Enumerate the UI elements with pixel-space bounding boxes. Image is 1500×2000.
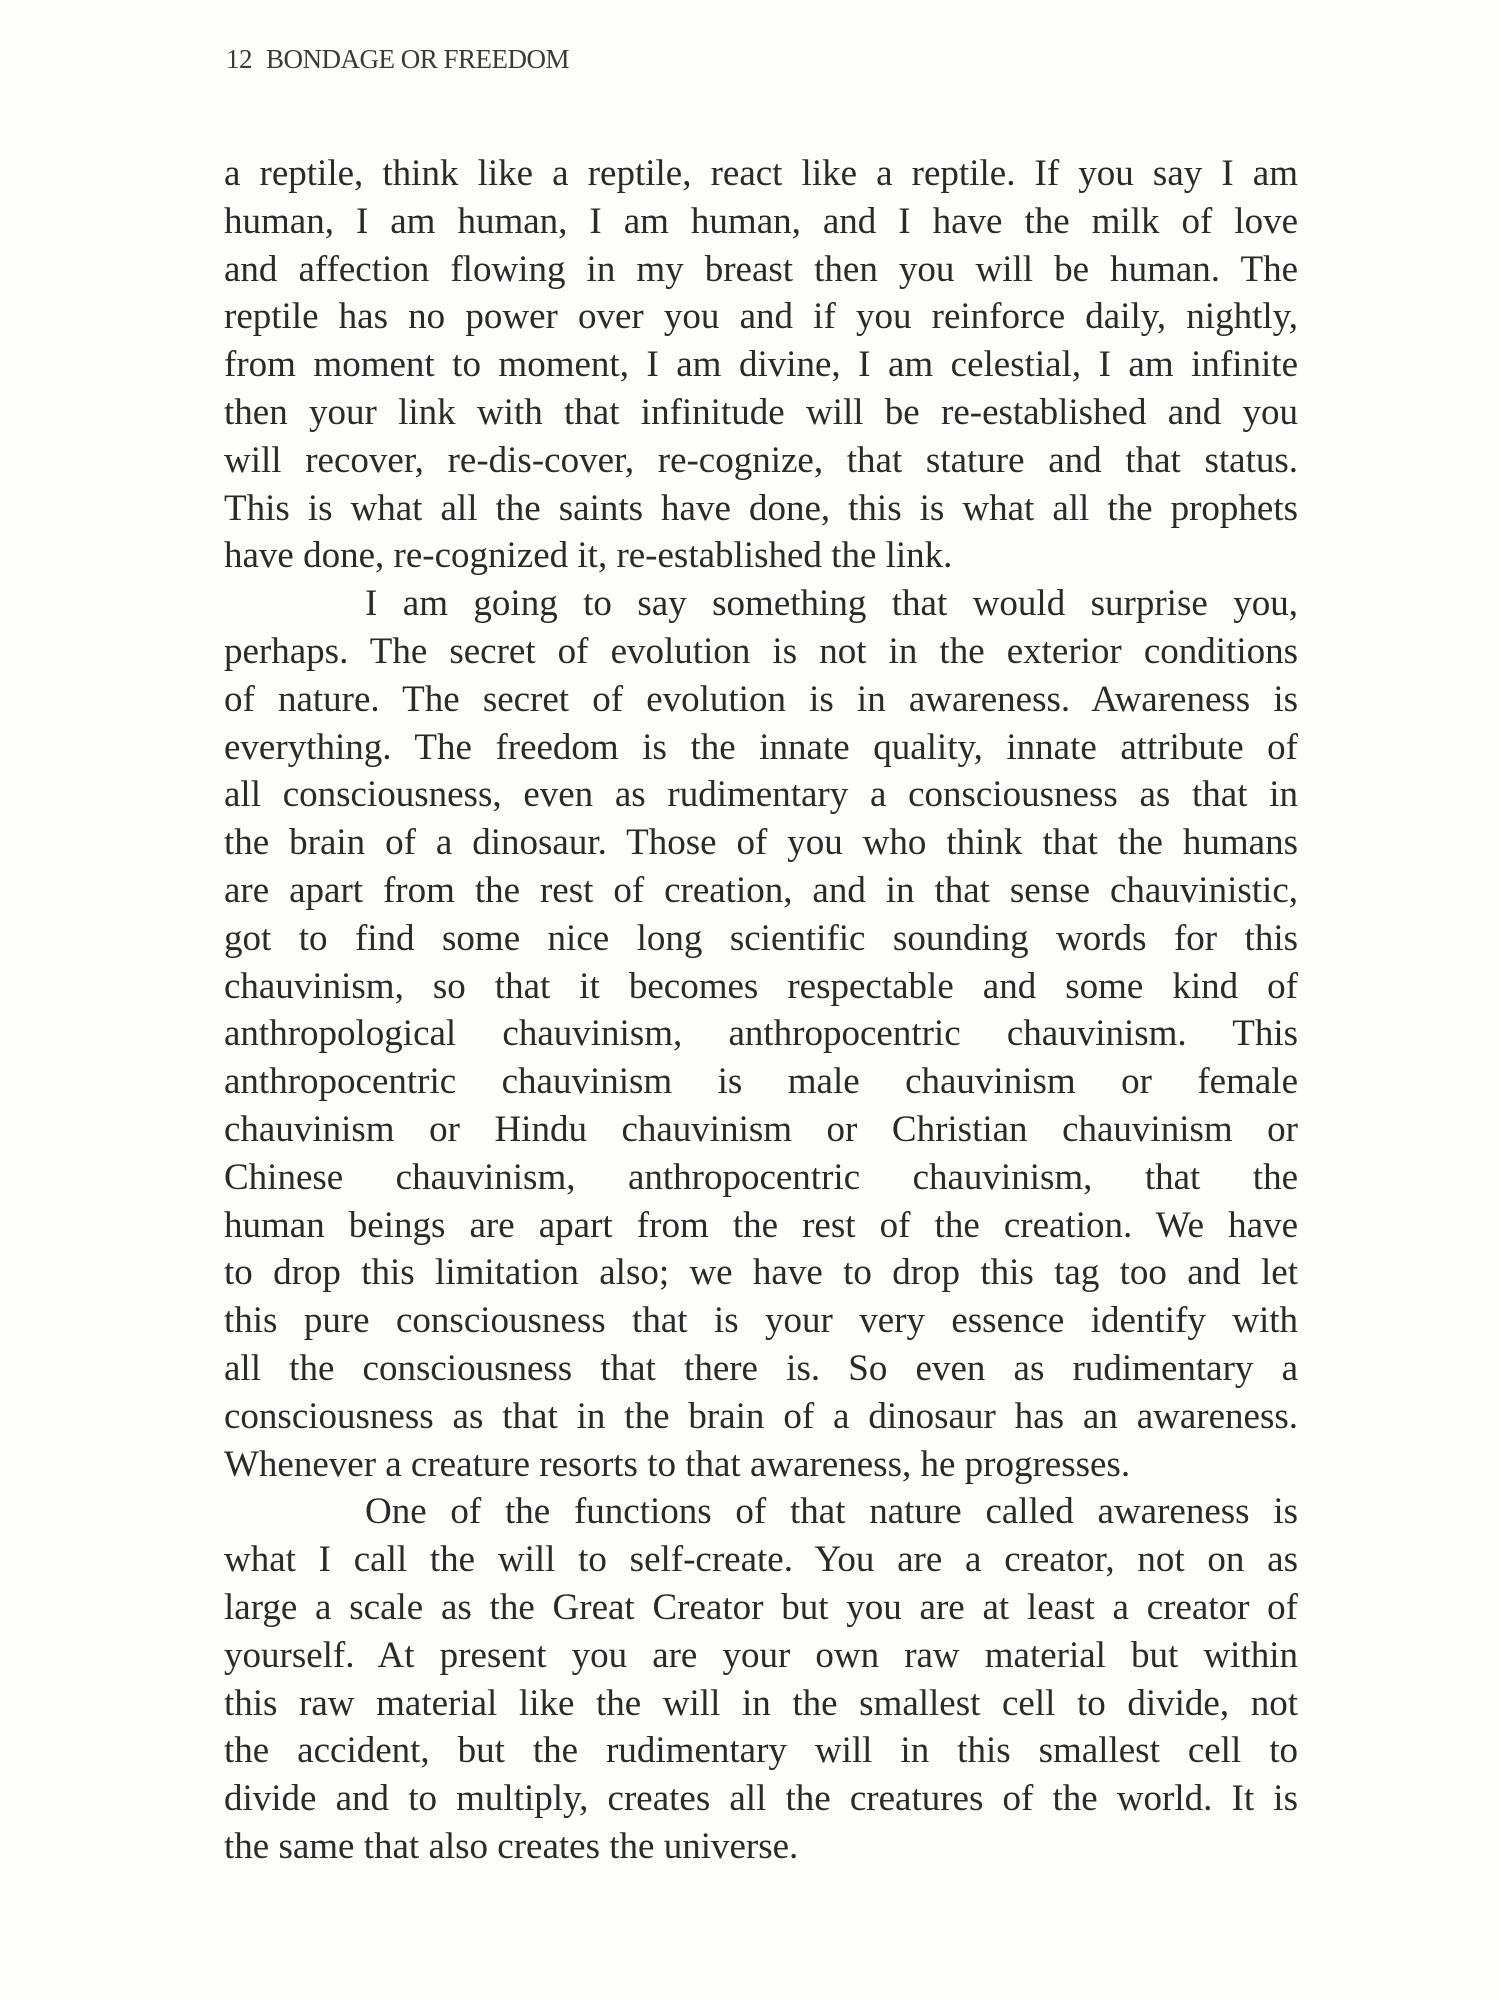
running-header bbox=[226, 44, 569, 75]
page-number: 12 bbox=[226, 44, 252, 74]
text-line: chauvinism, so that it becomes respectable and some kind of bbox=[224, 965, 1298, 1007]
running-title: BONDAGE OR FREEDOM bbox=[266, 44, 570, 74]
text-line: divide and to multiply, creates all the creatures of the world. It is bbox=[224, 1778, 1298, 1820]
text-line: the accident, but the rudimentary will in this smallest cell to bbox=[224, 1730, 1298, 1772]
text-line: Whenever a creature resorts to that awareness, he progresses. bbox=[224, 1443, 1131, 1485]
text-line: everything. The freedom is the innate quality, innate attribute of bbox=[224, 726, 1298, 768]
text-line: have done, re-cognized it, re-established the link. bbox=[224, 535, 953, 577]
text-line: are apart from the rest of creation, and in that sense chauvinistic, bbox=[224, 869, 1298, 911]
text-line: of nature. The secret of evolution is in awareness. Awareness is bbox=[224, 678, 1298, 720]
text-line: consciousness as that in the brain of a dinosaur has an awareness. bbox=[224, 1395, 1298, 1437]
text-line: anthropological chauvinism, anthropocentric chauvinism. This bbox=[224, 1013, 1298, 1055]
text-line: from moment to moment, I am divine, I am celestial, I am infinite bbox=[224, 344, 1298, 386]
text-line: chauvinism or Hindu chauvinism or Christian chauvinism or bbox=[224, 1108, 1298, 1150]
text-line: this pure consciousness that is your very essence identify with bbox=[224, 1300, 1298, 1342]
text-line: got to find some nice long scientific sounding words for this bbox=[224, 917, 1298, 959]
text-line: will recover, re-dis-cover, re-cognize, that stature and that status. bbox=[224, 439, 1298, 481]
text-line: this raw material like the will in the smallest cell to divide, not bbox=[224, 1682, 1298, 1724]
text-line: what I call the will to self-create. You are a creator, not on as bbox=[224, 1539, 1298, 1581]
text-line: all consciousness, even as rudimentary a consciousness as that in bbox=[224, 774, 1298, 816]
text-line: One of the functions of that nature called awareness is bbox=[365, 1491, 1298, 1533]
text-line: human beings are apart from the rest of the creation. We have bbox=[224, 1204, 1298, 1246]
text-line: to drop this limitation also; we have to drop this tag too and let bbox=[224, 1252, 1298, 1294]
text-line: then your link with that infinitude will be re-established and you bbox=[224, 391, 1298, 433]
text-line: the brain of a dinosaur. Those of you who think that the humans bbox=[224, 822, 1298, 864]
text-line: large a scale as the Great Creator but you are at least a creator of bbox=[224, 1586, 1298, 1628]
text-line: the same that also creates the universe. bbox=[224, 1825, 799, 1867]
text-line: all the consciousness that there is. So even as rudimentary a bbox=[224, 1347, 1298, 1389]
body-text bbox=[224, 150, 1298, 1871]
text-line: This is what all the saints have done, this is what all the prophets bbox=[224, 487, 1298, 529]
text-line: Chinese chauvinism, anthropocentric chauvinism, that the bbox=[224, 1156, 1298, 1198]
text-line: I am going to say something that would surprise you, bbox=[365, 583, 1298, 625]
text-line: and affection flowing in my breast then you will be human. The bbox=[224, 248, 1298, 290]
text-line: reptile has no power over you and if you reinforce daily, nightly, bbox=[224, 296, 1298, 338]
text-line: perhaps. The secret of evolution is not in the exterior conditions bbox=[224, 630, 1298, 672]
text-line: a reptile, think like a reptile, react like a reptile. If you say I am bbox=[224, 153, 1298, 194]
text-line: yourself. At present you are your own raw material but within bbox=[224, 1634, 1298, 1676]
text-line: anthropocentric chauvinism is male chauvinism or female bbox=[224, 1061, 1298, 1103]
text-line: human, I am human, I am human, and I have the milk of love bbox=[224, 200, 1298, 242]
